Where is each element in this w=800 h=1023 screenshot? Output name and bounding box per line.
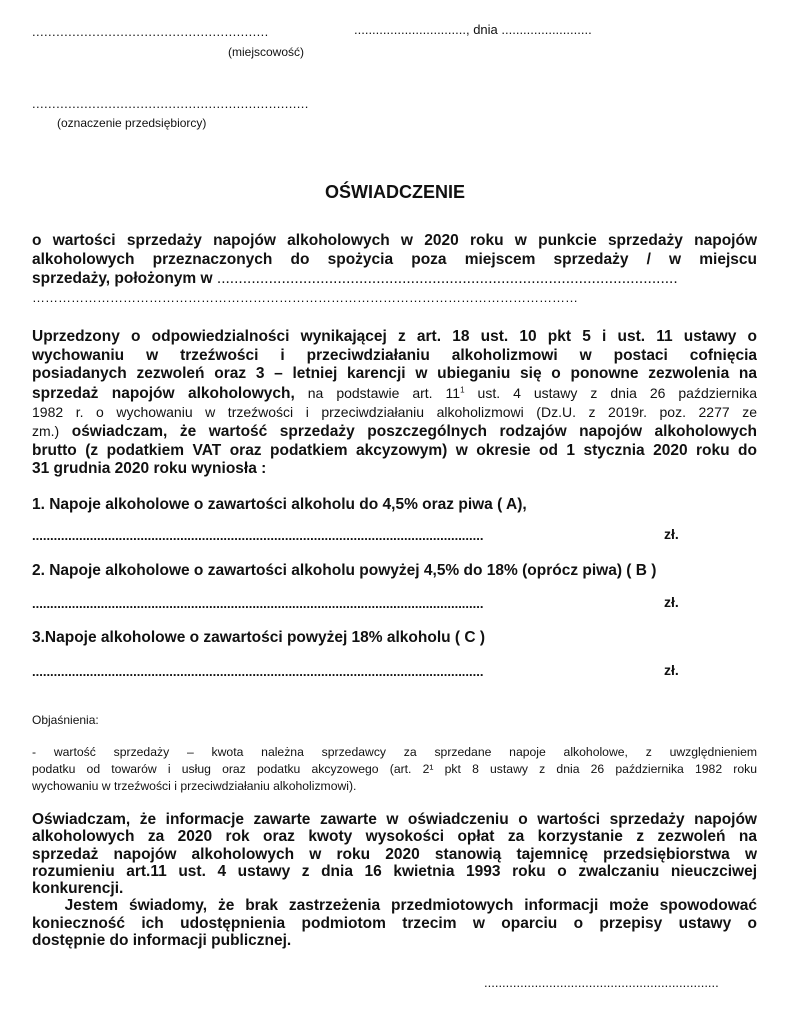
confidentiality-line: sprzedaż napojów alkoholowych w roku 2020 stanowią tajemnicę przedsiębiorstwa w — [32, 845, 757, 863]
statement-fragment: oświadczam, że wartość sprzedaży poszczególnych rodzajów napojów alkoholowych — [59, 422, 757, 440]
confidentiality-line: alkoholowych za 2020 rok oraz kwoty wysokości opłat za korzystanie z zezwoleń na — [32, 828, 757, 846]
signature-dots: ................................................................. — [484, 975, 719, 990]
statement-block — [32, 328, 757, 479]
statement-line — [32, 422, 757, 442]
entrepreneur-label: (oznaczenie przedsiębiorcy) — [57, 116, 207, 130]
item-a-label: 1. Napoje alkoholowe o zawartości alkoholu do 4,5% oraz piwa ( A), — [32, 496, 527, 513]
statement-fragment: ust. 4 ustawy z dnia 26 października — [464, 384, 757, 401]
item-c-unit: zł. — [664, 662, 679, 678]
subject-line: alkoholowych przeznaczonych do spożycia poza miejscem sprzedaży / w miejscu — [32, 251, 757, 268]
document-title: OŚWIADCZENIE — [324, 182, 465, 202]
statement-fragment: zm.) — [32, 422, 60, 439]
statement-line: brutto (z podatkiem VAT oraz podatkiem akcyzowym) w okresie od 1 stycznia 2020 roku do — [32, 441, 757, 459]
statement-legal-basis — [295, 385, 757, 401]
notes-heading: Objaśnienia: — [32, 713, 99, 727]
confidentiality-line: Oświadczam, że informacje zawarte zawarte w oświadczeniu o wartości sprzedaży napojów — [32, 811, 757, 828]
confidentiality-line: konkurencji. — [32, 880, 124, 898]
place-dots: ........................................................... — [32, 24, 269, 39]
subject-line — [32, 269, 757, 288]
statement-line: 31 grudnia 2020 roku wyniosła : — [32, 460, 267, 478]
confidentiality-block — [32, 811, 757, 949]
subject-location-label: sprzedaży, położonym w — [32, 270, 213, 287]
statement-line: Uprzedzony o odpowiedzialności wynikającej z art. 18 ust. 10 pkt 5 i ust. 11 ustawy o — [32, 328, 757, 345]
footnote-mark: 1 — [460, 385, 465, 395]
statement-fragment: sprzedaż napojów alkoholowych, — [32, 384, 295, 402]
statement-line: 1982 r. o wychowaniu w trzeźwości i przeciwdziałaniu alkoholizmowi (Dz.U. z 2019r. poz. 2277 ze — [32, 404, 757, 421]
confidentiality-line: Jestem świadomy, że brak zastrzeżenia przedmiotowych informacji może spowodować — [32, 897, 757, 915]
item-b-unit: zł. — [664, 594, 679, 610]
statement-line — [32, 384, 757, 404]
confidentiality-line: dostępnie do informacji publicznej. — [32, 932, 292, 950]
location-dots: ........................................................................................................... — [216, 270, 678, 287]
subject-block — [32, 231, 757, 307]
item-b-label: 2. Napoje alkoholowe o zawartości alkoholu powyżej 4,5% do 18% (oprócz piwa) ( B ) — [32, 562, 657, 579]
note-line: wychowaniu w trzeźwości i przeciwdziałaniu alkoholizmowi). — [32, 779, 357, 793]
statement-line: posiadanych zezwoleń oraz 3 – letniej karencji w ubieganiu się o ponowne zezwolenia na — [32, 365, 757, 383]
date-dots: ..............................., dnia ......................... — [354, 22, 592, 37]
subject-line: o wartości sprzedaży napojów alkoholowych w 2020 roku w punkcie sprzedaży napojów — [32, 232, 757, 249]
location-dots-line: ……………………………………………………………………………………………………………… — [32, 290, 578, 305]
item-c-label: 3.Napoje alkoholowe o zawartości powyżej 18% alkoholu ( C ) — [32, 629, 486, 646]
item-a-dots: ............................................................................................................................. — [32, 528, 484, 543]
place-label: (miejscowość) — [228, 45, 305, 59]
item-a-unit: zł. — [664, 526, 679, 542]
item-b-dots: ............................................................................................................................. — [32, 596, 484, 611]
note-line: podatku od towarów i usług oraz podatku akcyzowego (art. 2¹ pkt 8 ustawy z dnia 26 października 1982 roku — [32, 762, 757, 776]
confidentiality-line: rozumieniu art.11 ust. 4 ustawy z dnia 16 kwietnia 1993 roku o zwalczaniu nieuczciwej — [32, 862, 757, 880]
note-line: - wartość sprzedaży – kwota należna sprzedawcy za sprzedane napoje alkoholowe, z uwzględnieniem — [32, 745, 757, 759]
confidentiality-line: konieczność ich udostępnienia podmiotom trzecim w oparciu o przepisy ustawy o — [32, 914, 757, 932]
statement-fragment: na podstawie art. 11 — [294, 384, 461, 401]
item-c-dots: ............................................................................................................................. — [32, 664, 484, 679]
entrepreneur-dots: ..................................................................... — [32, 96, 309, 111]
notes-block — [32, 744, 757, 795]
statement-line: wychowaniu w trzeźwości i przeciwdziałaniu alkoholizmowi w postaci cofnięcia — [32, 346, 757, 364]
